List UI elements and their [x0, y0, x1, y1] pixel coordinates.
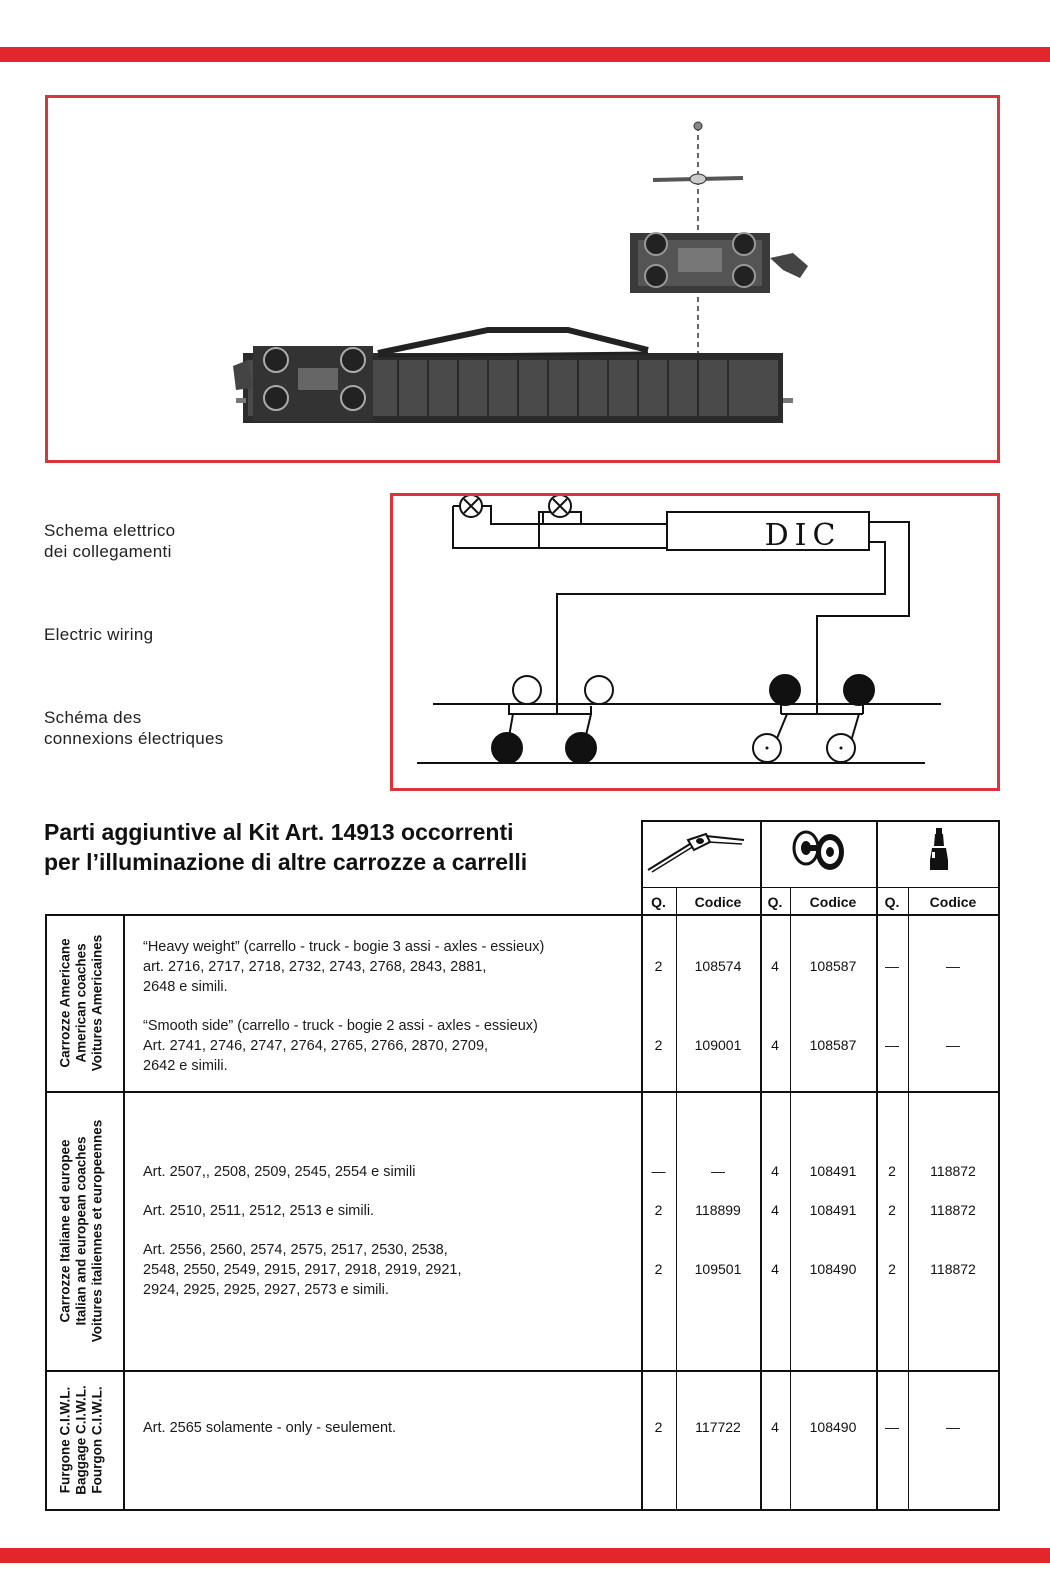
code-bulb: 118872 — [930, 1202, 976, 1218]
qty-wheelset: 4 — [771, 1037, 779, 1053]
chassis-illustration — [233, 330, 793, 423]
table-rule — [908, 887, 909, 1509]
qty-bulb: 2 — [888, 1202, 896, 1218]
group-label: Carrozze Italiane ed europee Italian and european coaches Voitures italiennes et europeennes — [57, 1119, 104, 1342]
col-q-header-1: Q. — [651, 894, 666, 910]
wiring-diagram-frame — [390, 493, 1000, 791]
row-description: Art. 2507,, 2508, 2509, 2545, 2554 e simili — [143, 1164, 416, 1180]
qty-contact: 2 — [654, 1419, 663, 1435]
code-contact: 117722 — [695, 1419, 741, 1435]
qty-bulb: 2 — [888, 1261, 896, 1277]
chassis-photo-frame — [45, 95, 1000, 463]
bogie-illustration — [630, 233, 808, 293]
qty-contact: — — [651, 1163, 666, 1179]
wiring-label-italian: Schema elettrico dei collegamenti — [44, 521, 176, 561]
row-description: Art. 2556, 2560, 2574, 2575, 2517, 2530, 2538, 2548, 2550, 2549, 2915, 2917, 2918, 2919, 2921, 2924, 2925, 2925, 2927, 2573 e simili. — [143, 1242, 462, 1298]
table-rule — [45, 914, 47, 1511]
table-rule — [790, 887, 791, 1509]
wheel-insulated-icon — [513, 676, 541, 704]
qty-wheelset: 4 — [771, 1261, 779, 1277]
group-label: Furgone C.I.W.L. Baggage C.I.W.L. Fourgon C.I.W.L. — [57, 1384, 104, 1495]
table-rule — [641, 887, 998, 888]
top-red-bar — [0, 47, 1050, 62]
code-contact: 108574 — [694, 958, 742, 974]
qty-contact: 2 — [654, 1261, 663, 1277]
code-wheelset: 108490 — [809, 1419, 857, 1435]
qty-bulb: 2 — [888, 1163, 896, 1179]
code-contact: — — [711, 1163, 725, 1179]
row-description: Art. 2510, 2511, 2512, 2513 e simili. — [143, 1203, 375, 1219]
code-wheelset: 108587 — [809, 1037, 857, 1053]
wiring-label-english: Electric wiring — [44, 625, 154, 644]
col-codice-header-3: Codice — [929, 894, 977, 910]
lamp-icon — [460, 496, 482, 517]
code-wheelset: 108587 — [809, 958, 857, 974]
qty-bulb: — — [885, 958, 899, 974]
table-rule — [998, 820, 1000, 1511]
wheelset-icon — [788, 826, 848, 876]
col-q-header-2: Q. — [767, 894, 783, 910]
qty-bulb: — — [885, 1419, 899, 1435]
table-rule — [45, 914, 998, 916]
table-rule — [676, 887, 677, 1509]
code-bulb: — — [946, 958, 960, 974]
table-rule — [45, 1370, 998, 1372]
wheel-conductive-icon — [770, 675, 800, 705]
col-codice-header-1: Codice — [694, 894, 742, 910]
code-bulb: 118872 — [930, 1163, 976, 1179]
qty-contact: 2 — [654, 958, 663, 974]
col-q-header-3: Q. — [884, 894, 900, 910]
code-wheelset: 108491 — [809, 1202, 857, 1218]
table-rule — [45, 1091, 998, 1093]
qty-wheelset: 4 — [771, 1163, 779, 1179]
bulb-icon — [924, 826, 954, 876]
code-bulb: — — [946, 1037, 960, 1053]
wheel-insulated-icon — [585, 676, 613, 704]
code-contact: 109001 — [694, 1037, 742, 1053]
qty-bulb: — — [885, 1037, 899, 1053]
code-wheelset: 108491 — [809, 1163, 857, 1179]
qty-contact: 2 — [654, 1037, 663, 1053]
qty-wheelset: 4 — [771, 1419, 779, 1435]
col-codice-header-2: Codice — [809, 894, 857, 910]
dic-label: DIC — [764, 518, 842, 553]
code-bulb: 118872 — [930, 1261, 976, 1277]
qty-wheelset: 4 — [771, 958, 779, 974]
code-bulb: — — [946, 1419, 960, 1435]
parts-title: Parti aggiuntive al Kit Art. 14913 occorrenti per l’illuminazione di altre carrozze a carrelli — [44, 819, 528, 875]
code-wheelset: 108490 — [809, 1261, 857, 1277]
code-contact: 118899 — [695, 1202, 741, 1218]
row-description: “Heavy weight” (carrello - truck - bogie 3 assi - axles - essieux) art. 2716, 2717, 2718, 2732, 2743, 2768, 2843, 2881, 2648 e simili. — [143, 939, 545, 995]
table-rule — [123, 914, 125, 1509]
wheel-conductive-icon — [844, 675, 874, 705]
contact-spring-icon — [642, 822, 754, 878]
wiring-label-french: Schéma des connexions électriques — [44, 708, 224, 748]
code-contact: 109501 — [694, 1261, 742, 1277]
wheel-conductive-icon — [492, 733, 522, 763]
qty-wheelset: 4 — [771, 1202, 779, 1218]
table-rule — [45, 1509, 1000, 1511]
bottom-red-bar — [0, 1548, 1050, 1563]
wheel-conductive-icon — [566, 733, 596, 763]
row-description: “Smooth side” (carrello - truck - bogie 2 assi - axles - essieux) Art. 2741, 2746, 2747, 2764, 2765, 2766, 2870, 2709, 2642 e simili. — [143, 1018, 538, 1074]
chassis-exploded-illustration — [48, 98, 997, 460]
row-description: Art. 2565 solamente - only - seulement. — [143, 1420, 397, 1436]
lamp-icon — [549, 496, 571, 517]
wiring-diagram — [393, 496, 997, 788]
group-label: Carrozze Americane American coaches Voitures Americaines — [57, 934, 104, 1071]
qty-contact: 2 — [654, 1202, 663, 1218]
